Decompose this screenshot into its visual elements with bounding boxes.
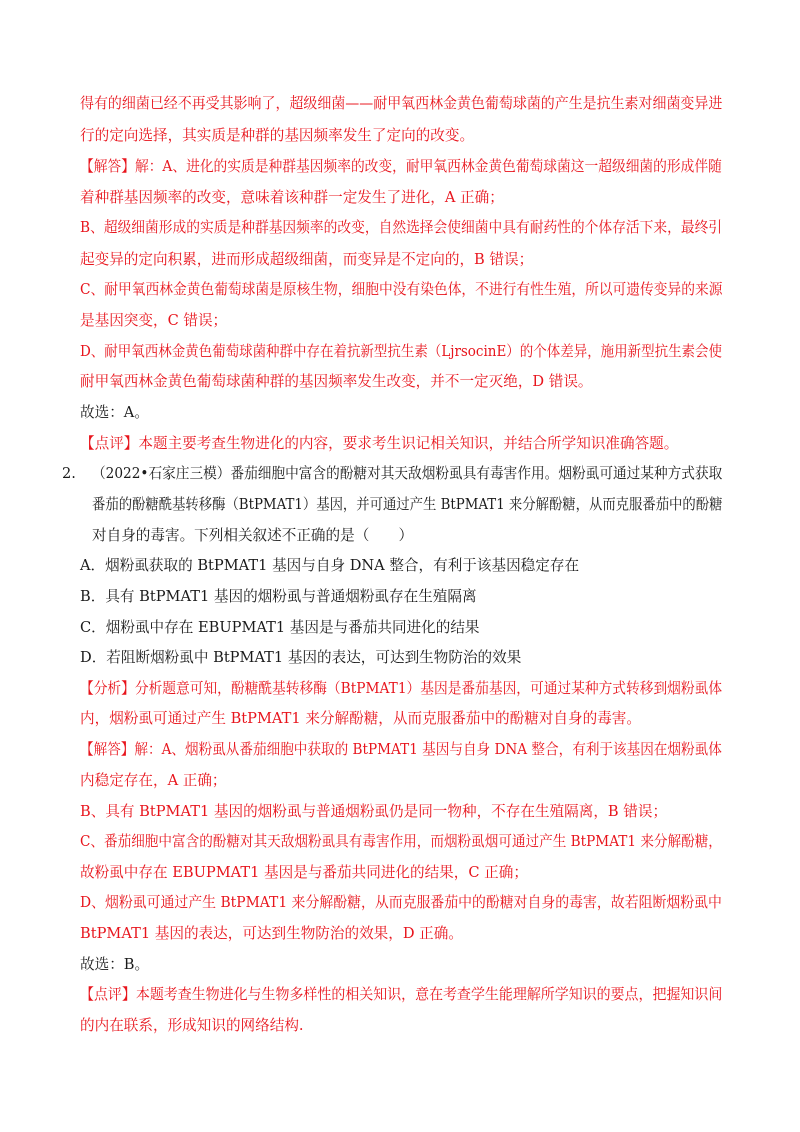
- text-line: 耐甲氧西林金黄色葡萄球菌种群的基因频率发生改变，并不一定灭绝，D 错误。: [80, 373, 593, 390]
- text-line: 内稳定存在，A 正确；: [80, 772, 227, 789]
- question-stem: 番茄的酚糖酰基转移酶（BtPMAT1）基因，并可通过产生 BtPMAT1 来分解酚糖，从而克服番茄中的酚糖: [92, 496, 723, 513]
- comment-line: 【点评】本题考查生物进化与生物多样性的相关知识，意在考查学生能理解所学知识的要点，把握知识间: [80, 986, 723, 1003]
- text-line: BtPMAT1 基因的表达，可达到生物防治的效果，D 正确。: [80, 925, 463, 942]
- option-c: C．烟粉虱中存在 EBUPMAT1 基因是与番茄共同进化的结果: [80, 619, 480, 636]
- text-line: C、番茄细胞中富含的酚糖对其天敌烟粉虱具有毒害作用，而烟粉虱烟可通过产生 BtPMAT1 来分解酚糖，: [80, 833, 722, 850]
- text-line: 【解答】解：A、烟粉虱从番茄细胞中获取的 BtPMAT1 基因与自身 DNA 整合，有利于该基因在烟粉虱体: [80, 741, 722, 758]
- text-line: D、烟粉虱可通过产生 BtPMAT1 来分解酚糖，从而克服番茄中的酚糖对自身的毒害，故若阻断烟粉虱中: [80, 894, 722, 911]
- question-stem: （2022•石家庄三模）番茄细胞中富含的酚糖对其天敌烟粉虱具有毒害作用。烟粉虱可通过某种方式获取: [92, 465, 723, 482]
- comment-line: 的内在联系，形成知识的网络结构.: [80, 1017, 304, 1034]
- answer-choice: 故选：B。: [80, 956, 150, 973]
- text-line: 得有的细菌已经不再受其影响了，超级细菌——耐甲氧西林金黄色葡萄球菌的产生是抗生素对细菌变异进: [80, 95, 723, 112]
- text-line: 行的定向选择，其实质是种群的基因频率发生了定向的改变。: [80, 127, 475, 144]
- question-number: 2.: [62, 465, 76, 482]
- analysis-line: 【分析】分析题意可知，酚糖酰基转移酶（BtPMAT1）基因是番茄基因，可通过某种方式转移到烟粉虱体: [80, 680, 723, 697]
- text-line: B、具有 BtPMAT1 基因的烟粉虱与普通烟粉虱仍是同一物种，不存在生殖隔离，B 错误；: [80, 803, 668, 820]
- option-d: D．若阻断烟粉虱中 BtPMAT1 基因的表达，可达到生物防治的效果: [80, 649, 522, 666]
- text-line: D、耐甲氧西林金黄色葡萄球菌种群中存在着抗新型抗生素（LjrsocinE）的个体差异，施用新型抗生素会使: [80, 343, 723, 360]
- text-line: 【解答】解：A、进化的实质是种群基因频率的改变，耐甲氧西林金黄色葡萄球菌这一超级细菌的形成伴随: [80, 158, 722, 175]
- comment-line: 【点评】本题主要考查生物进化的内容，要求考生识记相关知识，并结合所学知识准确答题。: [80, 435, 679, 452]
- text-line: 着种群基因频率的改变，意味着该种群一定发生了进化，A 正确；: [80, 189, 504, 206]
- analysis-line: 内，烟粉虱可通过产生 BtPMAT1 来分解酚糖，从而克服番茄中的酚糖对自身的毒害。: [80, 710, 641, 727]
- text-line: C、耐甲氧西林金黄色葡萄球菌是原核生物，细胞中没有染色体，不进行有性生殖，所以可遗传变异的来源: [80, 281, 723, 298]
- answer-choice: 故选：A。: [80, 404, 149, 421]
- text-line: 是基因突变，C 错误；: [80, 312, 228, 329]
- text-line: B、超级细菌形成的实质是种群基因频率的改变，自然选择会使细菌中具有耐药性的个体存活下来，最终引: [80, 219, 723, 236]
- option-a: A．烟粉虱获取的 BtPMAT1 基因与自身 DNA 整合，有利于该基因稳定存在: [80, 557, 580, 574]
- text-line: 起变异的定向积累，进而形成超级细菌，而变异是不定向的，B 错误；: [80, 251, 534, 268]
- option-b: B．具有 BtPMAT1 基因的烟粉虱与普通烟粉虱存在生殖隔离: [80, 588, 477, 605]
- text-line: 故粉虱中存在 EBUPMAT1 基因是与番茄共同进化的结果，C 正确；: [80, 864, 528, 881]
- question-stem: 对自身的毒害。下列相关叙述不正确的是（ ）: [92, 527, 414, 544]
